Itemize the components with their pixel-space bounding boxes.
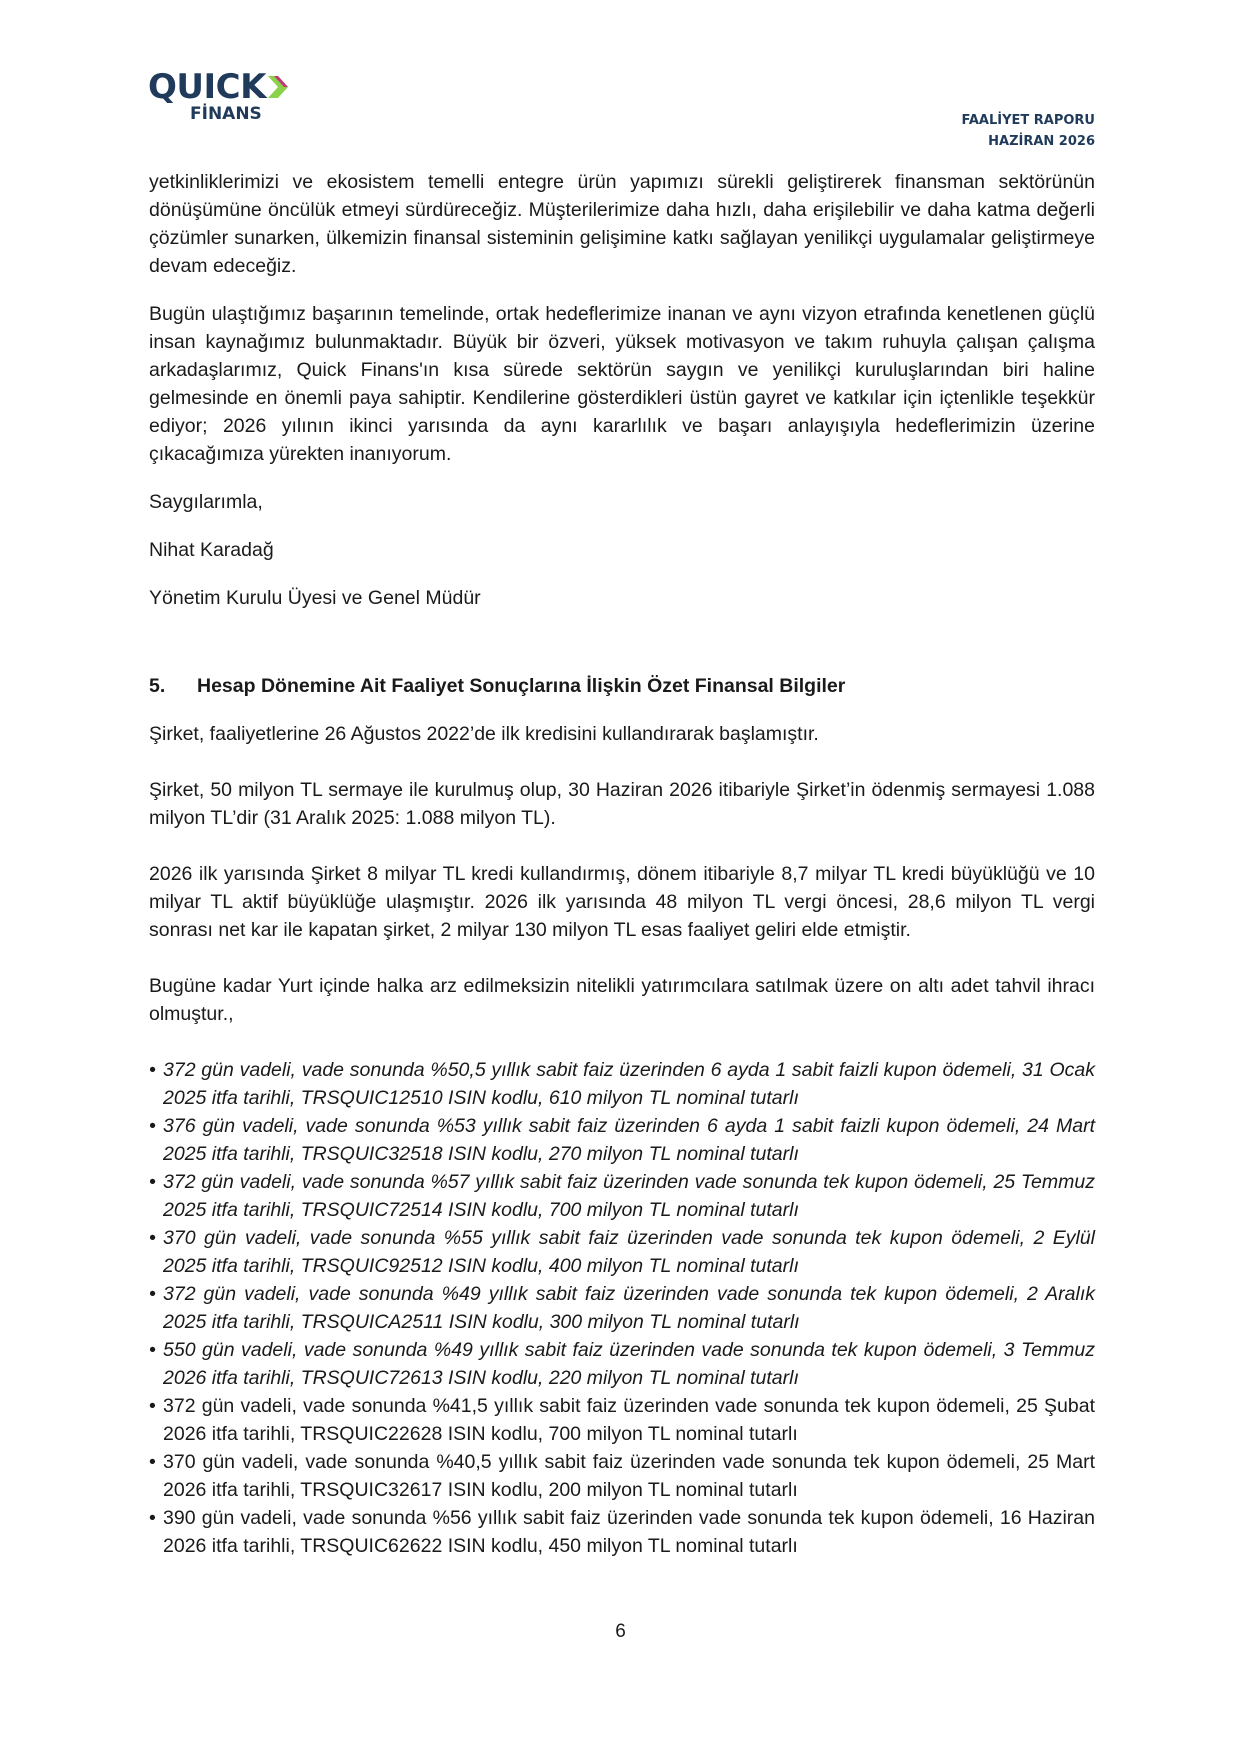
report-date: HAZİRAN 2026	[988, 134, 1095, 149]
paragraph-1: yetkinliklerimizi ve ekosistem temelli entegre ürün yapımızı sürekli geliştirerek finansman sektörünün dönüşümüne öncülük etmeyi sürdüreceğiz. Müşterilerimize daha hızlı, daha erişilebilir ve daha katma değerli çözümler sunarken, ülkemizin finansal sisteminin gelişimine katkı sağlayan yenilikçi uygulamalar geliştirmeye devam edeceğiz.	[149, 171, 1095, 277]
report-header	[961, 110, 1095, 152]
bond-list-item: • 370 gün vadeli, vade sonunda %55 yıllık sabit faiz üzerinden vade sonunda tek kupon ödemeli, 2 Eylül 2025 itfa tarihli, TRSQUIC92512 ISIN kodlu, 400 milyon TL nominal tutarlı	[149, 1224, 1095, 1280]
report-title: FAALİYET RAPORU	[961, 113, 1095, 128]
bond-list-item: • 372 gün vadeli, vade sonunda %50,5 yıllık sabit faiz üzerinden 6 ayda 1 sabit faizli kupon ödemeli, 31 Ocak 2025 itfa tarihli, TRSQUIC12510 ISIN kodlu, 610 milyon TL nominal tutarlı	[149, 1056, 1095, 1112]
section-paragraph-4: Bugüne kadar Yurt içinde halka arz edilmeksizin nitelikli yatırımcılara satılmak üzere on altı adet tahvil ihracı olmuştur.,	[149, 975, 1095, 1025]
section-number: 5.	[149, 675, 166, 697]
company-logo	[148, 68, 288, 128]
page-content	[149, 168, 1095, 1560]
logo-wordmark: QUICK	[148, 67, 266, 107]
bond-list-item: • 390 gün vadeli, vade sonunda %56 yıllık sabit faiz üzerinden vade sonunda tek kupon ödemeli, 16 Haziran 2026 itfa tarihli, TRSQUIC62622 ISIN kodlu, 450 milyon TL nominal tutarlı	[149, 1504, 1095, 1560]
page-number: 6	[615, 1621, 626, 1642]
bond-list-item: • 372 gün vadeli, vade sonunda %41,5 yıllık sabit faiz üzerinden vade sonunda tek kupon ödemeli, 25 Şubat 2026 itfa tarihli, TRSQUIC22628 ISIN kodlu, 700 milyon TL nominal tutarlı	[149, 1392, 1095, 1448]
closing-salutation: Saygılarımla,	[149, 491, 263, 513]
signer-name: Nihat Karadağ	[149, 539, 274, 561]
section-heading	[149, 672, 1095, 700]
section-paragraph-2: Şirket, 50 milyon TL sermaye ile kurulmuş olup, 30 Haziran 2026 itibariyle Şirket’in ödenmiş sermayesi 1.088 milyon TL’dir (31 Aralık 2025: 1.088 milyon TL).	[149, 779, 1095, 829]
paragraph-2: Bugün ulaştığımız başarının temelinde, ortak hedeflerimize inanan ve aynı vizyon etrafında kenetlenen güçlü insan kaynağımız bulunmaktadır. Büyük bir özveri, yüksek motivasyon ve takım ruhuyla çalışan çalışma arkadaşlarımız, Quick Finans'ın kısa sürede sektörün saygın ve yenilikçi kuruluşlarından biri haline gelmesinde en önemli paya sahiptir. Kendilerine gösterdikleri üstün gayret ve katkılar için içtenlikle teşekkür ediyor; 2026 yılının ikinci yarısında da aynı kararlılık ve başarı anlayışıyla hedeflerimizin üzerine çıkacağımıza yürekten inanıyorum.	[149, 303, 1095, 465]
logo-subtitle: FİNANS	[190, 104, 262, 124]
signer-title: Yönetim Kurulu Üyesi ve Genel Müdür	[149, 587, 481, 609]
bond-list-item: • 372 gün vadeli, vade sonunda %49 yıllık sabit faiz üzerinden vade sonunda tek kupon ödemeli, 2 Aralık 2025 itfa tarihli, TRSQUICA2511 ISIN kodlu, 300 milyon TL nominal tutarlı	[149, 1280, 1095, 1336]
bond-list-item: • 376 gün vadeli, vade sonunda %53 yıllık sabit faiz üzerinden 6 ayda 1 sabit faizli kupon ödemeli, 24 Mart 2025 itfa tarihli, TRSQUIC32518 ISIN kodlu, 270 milyon TL nominal tutarlı	[149, 1112, 1095, 1168]
logo-arrow-icon	[266, 74, 290, 100]
section-paragraph-1: Şirket, faaliyetlerine 26 Ağustos 2022’de ilk kredisini kullandırarak başlamıştır.	[149, 723, 819, 745]
bond-list-item: • 550 gün vadeli, vade sonunda %49 yıllık sabit faiz üzerinden vade sonunda tek kupon ödemeli, 3 Temmuz 2026 itfa tarihli, TRSQUIC72613 ISIN kodlu, 220 milyon TL nominal tutarlı	[149, 1336, 1095, 1392]
bond-list-item: • 372 gün vadeli, vade sonunda %57 yıllık sabit faiz üzerinden vade sonunda tek kupon ödemeli, 25 Temmuz 2025 itfa tarihli, TRSQUIC72514 ISIN kodlu, 700 milyon TL nominal tutarlı	[149, 1168, 1095, 1224]
bond-list-item: • 370 gün vadeli, vade sonunda %40,5 yıllık sabit faiz üzerinden vade sonunda tek kupon ödemeli, 25 Mart 2026 itfa tarihli, TRSQUIC32617 ISIN kodlu, 200 milyon TL nominal tutarlı	[149, 1448, 1095, 1504]
section-title: Hesap Dönemine Ait Faaliyet Sonuçlarına İlişkin Özet Finansal Bilgiler	[197, 675, 846, 697]
section-paragraph-3: 2026 ilk yarısında Şirket 8 milyar TL kredi kullandırmış, dönem itibariyle 8,7 milyar TL kredi büyüklüğü ve 10 milyar TL aktif büyüklüğe ulaşmıştır. 2026 ilk yarısında 48 milyon TL vergi öncesi, 28,6 milyon TL vergi sonrası net kar ile kapatan şirket, 2 milyar 130 milyon TL esas faaliyet geliri elde etmiştir.	[149, 863, 1095, 941]
bond-list	[149, 1056, 1095, 1560]
